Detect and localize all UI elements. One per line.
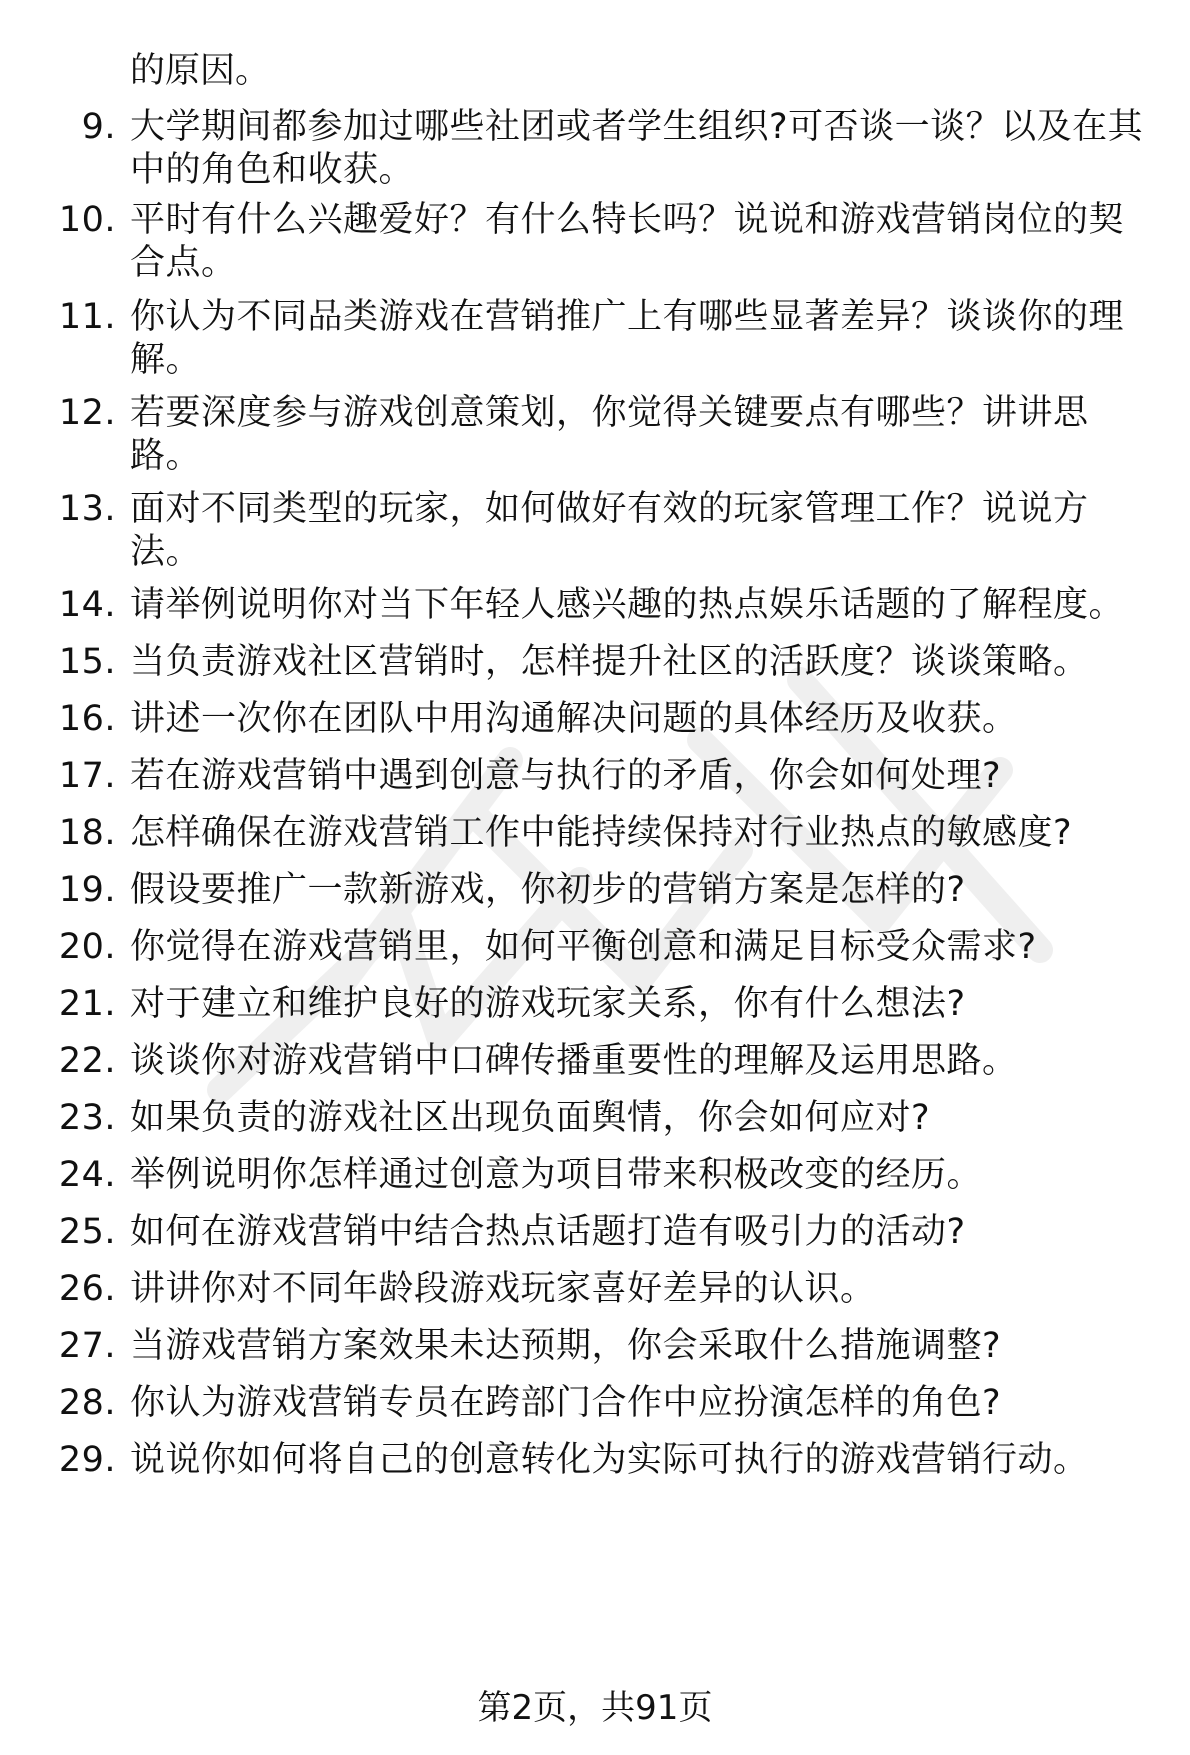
item-text: 如果负责的游戏社区出现负面舆情，你会如何应对? bbox=[130, 1098, 931, 1138]
item-text: 你认为不同品类游戏在营销推广上有哪些显著差异？谈谈你的理 bbox=[130, 297, 1125, 337]
continuation-text: 的原因。 bbox=[130, 51, 271, 91]
item-text-cont: 中的角色和收获。 bbox=[130, 150, 415, 190]
item-number: 21. bbox=[58, 984, 116, 1024]
item-text-cont: 解。 bbox=[130, 340, 202, 380]
page-number-label: 第2页，共91页 bbox=[477, 1688, 713, 1728]
item-number: 27. bbox=[58, 1326, 116, 1366]
item-number: 20. bbox=[58, 927, 116, 967]
item-text-cont: 合点。 bbox=[130, 243, 237, 283]
page-footer bbox=[0, 1688, 1190, 1728]
item-text: 讲讲你对不同年龄段游戏玩家喜好差异的认识。 bbox=[130, 1269, 876, 1309]
item-number: 16. bbox=[58, 699, 116, 739]
item-number: 10. bbox=[58, 200, 116, 240]
item-text: 怎样确保在游戏营销工作中能持续保持对行业热点的敏感度? bbox=[130, 813, 1073, 853]
item-number: 15. bbox=[58, 642, 116, 682]
item-text: 请举例说明你对当下年轻人感兴趣的热点娱乐话题的了解程度。 bbox=[130, 585, 1125, 625]
item-text: 大学期间都参加过哪些社团或者学生组织?可否谈一谈？以及在其 bbox=[130, 107, 1144, 147]
item-number: 14. bbox=[58, 585, 116, 625]
item-text: 说说你如何将自己的创意转化为实际可执行的游戏营销行动。 bbox=[130, 1440, 1089, 1480]
item-text: 假设要推广一款新游戏，你初步的营销方案是怎样的? bbox=[130, 870, 966, 910]
item-text: 当负责游戏社区营销时，怎样提升社区的活跃度？谈谈策略。 bbox=[130, 642, 1089, 682]
item-text: 对于建立和维护良好的游戏玩家关系，你有什么想法? bbox=[130, 984, 966, 1024]
item-number: 19. bbox=[58, 870, 116, 910]
item-number: 11. bbox=[58, 297, 116, 337]
item-number: 28. bbox=[58, 1383, 116, 1423]
item-number: 23. bbox=[58, 1098, 116, 1138]
item-text-cont: 路。 bbox=[130, 436, 202, 476]
item-number: 24. bbox=[58, 1155, 116, 1195]
item-number: 29. bbox=[58, 1440, 116, 1480]
item-text-cont: 法。 bbox=[130, 532, 202, 572]
item-text: 讲述一次你在团队中用沟通解决问题的具体经历及收获。 bbox=[130, 699, 1018, 739]
item-number: 13. bbox=[58, 489, 116, 529]
item-text: 举例说明你怎样通过创意为项目带来积极改变的经历。 bbox=[130, 1155, 983, 1195]
item-number: 12. bbox=[58, 393, 116, 433]
item-text: 谈谈你对游戏营销中口碑传播重要性的理解及运用思路。 bbox=[130, 1041, 1018, 1081]
item-text: 你认为游戏营销专员在跨部门合作中应扮演怎样的角色? bbox=[130, 1383, 1002, 1423]
item-number: 26. bbox=[58, 1269, 116, 1309]
item-number: 9. bbox=[81, 107, 116, 147]
item-text: 平时有什么兴趣爱好？有什么特长吗？说说和游戏营销岗位的契 bbox=[130, 200, 1125, 240]
item-text: 如何在游戏营销中结合热点话题打造有吸引力的活动? bbox=[130, 1212, 966, 1252]
item-number: 25. bbox=[58, 1212, 116, 1252]
item-text: 若在游戏营销中遇到创意与执行的矛盾，你会如何处理? bbox=[130, 756, 1002, 796]
item-number: 17. bbox=[58, 756, 116, 796]
item-text: 当游戏营销方案效果未达预期，你会采取什么措施调整? bbox=[130, 1326, 1002, 1366]
item-text: 面对不同类型的玩家，如何做好有效的玩家管理工作？说说方 bbox=[130, 489, 1089, 529]
item-number: 18. bbox=[58, 813, 116, 853]
item-text: 若要深度参与游戏创意策划，你觉得关键要点有哪些？讲讲思 bbox=[130, 393, 1089, 433]
item-number: 22. bbox=[58, 1041, 116, 1081]
item-text: 你觉得在游戏营销里，如何平衡创意和满足目标受众需求? bbox=[130, 927, 1037, 967]
